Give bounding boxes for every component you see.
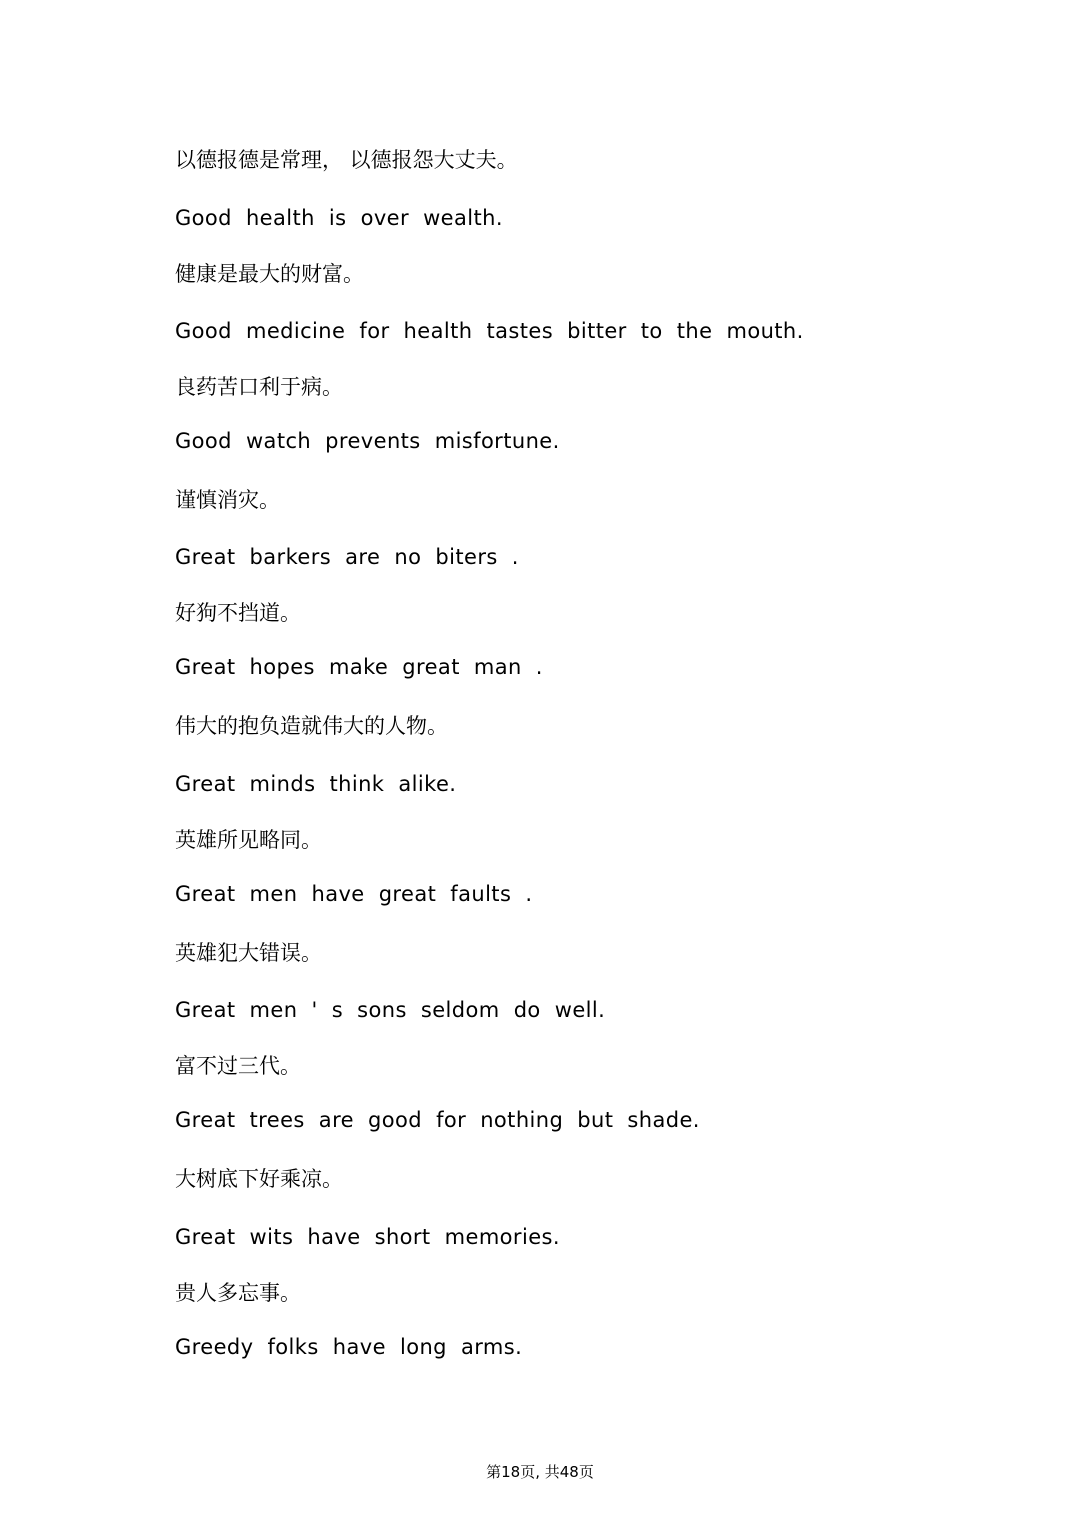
text-line: Good watch prevents misfortune. bbox=[175, 429, 560, 453]
text-line: 以德报德是常理， 以德报怨大丈夫。 bbox=[175, 148, 518, 172]
text-line: 英雄所见略同。 bbox=[175, 828, 322, 852]
text-line: Good health is over wealth. bbox=[175, 206, 503, 230]
text-line: 伟大的抱负造就伟大的人物。 bbox=[175, 714, 448, 738]
text-line: Great hopes make great man . bbox=[175, 655, 543, 679]
text-line: 好狗不挡道。 bbox=[175, 601, 301, 625]
text-line: 富不过三代。 bbox=[175, 1054, 301, 1078]
text-line: Good medicine for health tastes bitter to the mouth. bbox=[175, 319, 804, 343]
text-line: 大树底下好乘凉。 bbox=[175, 1167, 343, 1191]
text-line: Great wits have short memories. bbox=[175, 1225, 560, 1249]
text-line: 贵人多忘事。 bbox=[175, 1281, 301, 1305]
page-number-footer: 第18页, 共48页 bbox=[486, 1463, 594, 1481]
text-line: Great men have great faults . bbox=[175, 882, 533, 906]
text-line: 谨慎消灾。 bbox=[175, 488, 280, 512]
text-line: Great minds think alike. bbox=[175, 772, 457, 796]
text-line: Great men ' s sons seldom do well. bbox=[175, 998, 606, 1022]
text-line: Greedy folks have long arms. bbox=[175, 1335, 523, 1359]
text-line: 英雄犯大错误。 bbox=[175, 941, 322, 965]
text-line: 良药苦口利于病。 bbox=[175, 375, 343, 399]
text-line: Great barkers are no biters . bbox=[175, 545, 519, 569]
text-line: Great trees are good for nothing but shade. bbox=[175, 1108, 700, 1132]
text-line: 健康是最大的财富。 bbox=[175, 262, 364, 286]
